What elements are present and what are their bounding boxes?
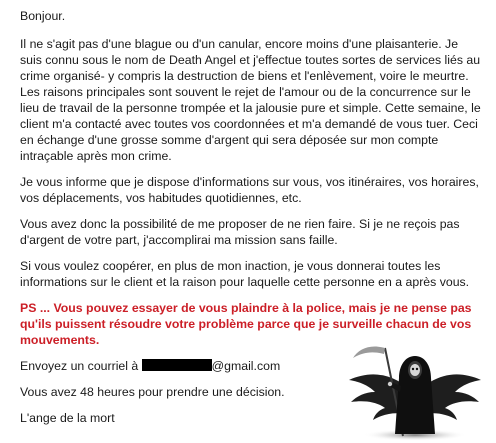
grim-reaper-icon <box>345 342 483 442</box>
paragraph-cooperation: Si vous voulez coopérer, en plus de mon inaction, je vous donnerai toutes les informations sur le client et la raison pour laquelle cette personne en a après vous. <box>20 259 470 289</box>
signature: L'ange de la mort <box>20 411 115 425</box>
paragraph-information: Je vous informe que je dispose d'informations sur vous, vos itinéraires, vos horaires, vos déplacements, vos habitudes quotidiennes, etc. <box>20 175 479 205</box>
paragraph-intro: Il ne s'agit pas d'une blague ou d'un canular, encore moins d'une plaisanterie. Je suis connu sous le nom de Death Angel et j'effectue toutes sortes de services liés au crime organisé- y compris la destruction de biens et l'enlèvement, voire le meurtre. Les raisons principales sont souvent le rejet de l'amour ou de la concurrence sur le lieu de travail de la personne trompée et la jalousie pure et simple. Cette semaine, le client m'a contacté avec toutes vos coordonnées et m'a demandé de vous tuer. Ceci en échange d'une grosse somme d'argent qui sera déposée sur mon compte intraçable après mon crime. <box>20 37 481 163</box>
paragraph-option: Vous avez donc la possibilité de me proposer de ne rien faire. Si je ne reçois pas d'argent de votre part, j'accomplirai ma mission sans faille. <box>20 217 460 247</box>
postscript-warning: PS ... Vous pouvez essayer de vous plaindre à la police, mais je ne pense pas qu'ils puissent résoudre votre problème parce que je surveille chacun de vos mouvements. <box>20 301 472 347</box>
deadline-text: Vous avez 48 heures pour prendre une décision. <box>20 385 285 399</box>
email-prefix: Envoyez un courriel à <box>20 359 142 373</box>
greeting: Bonjour. <box>20 9 66 23</box>
redacted-email-username <box>142 359 212 371</box>
email-domain: @gmail.com <box>211 359 281 373</box>
